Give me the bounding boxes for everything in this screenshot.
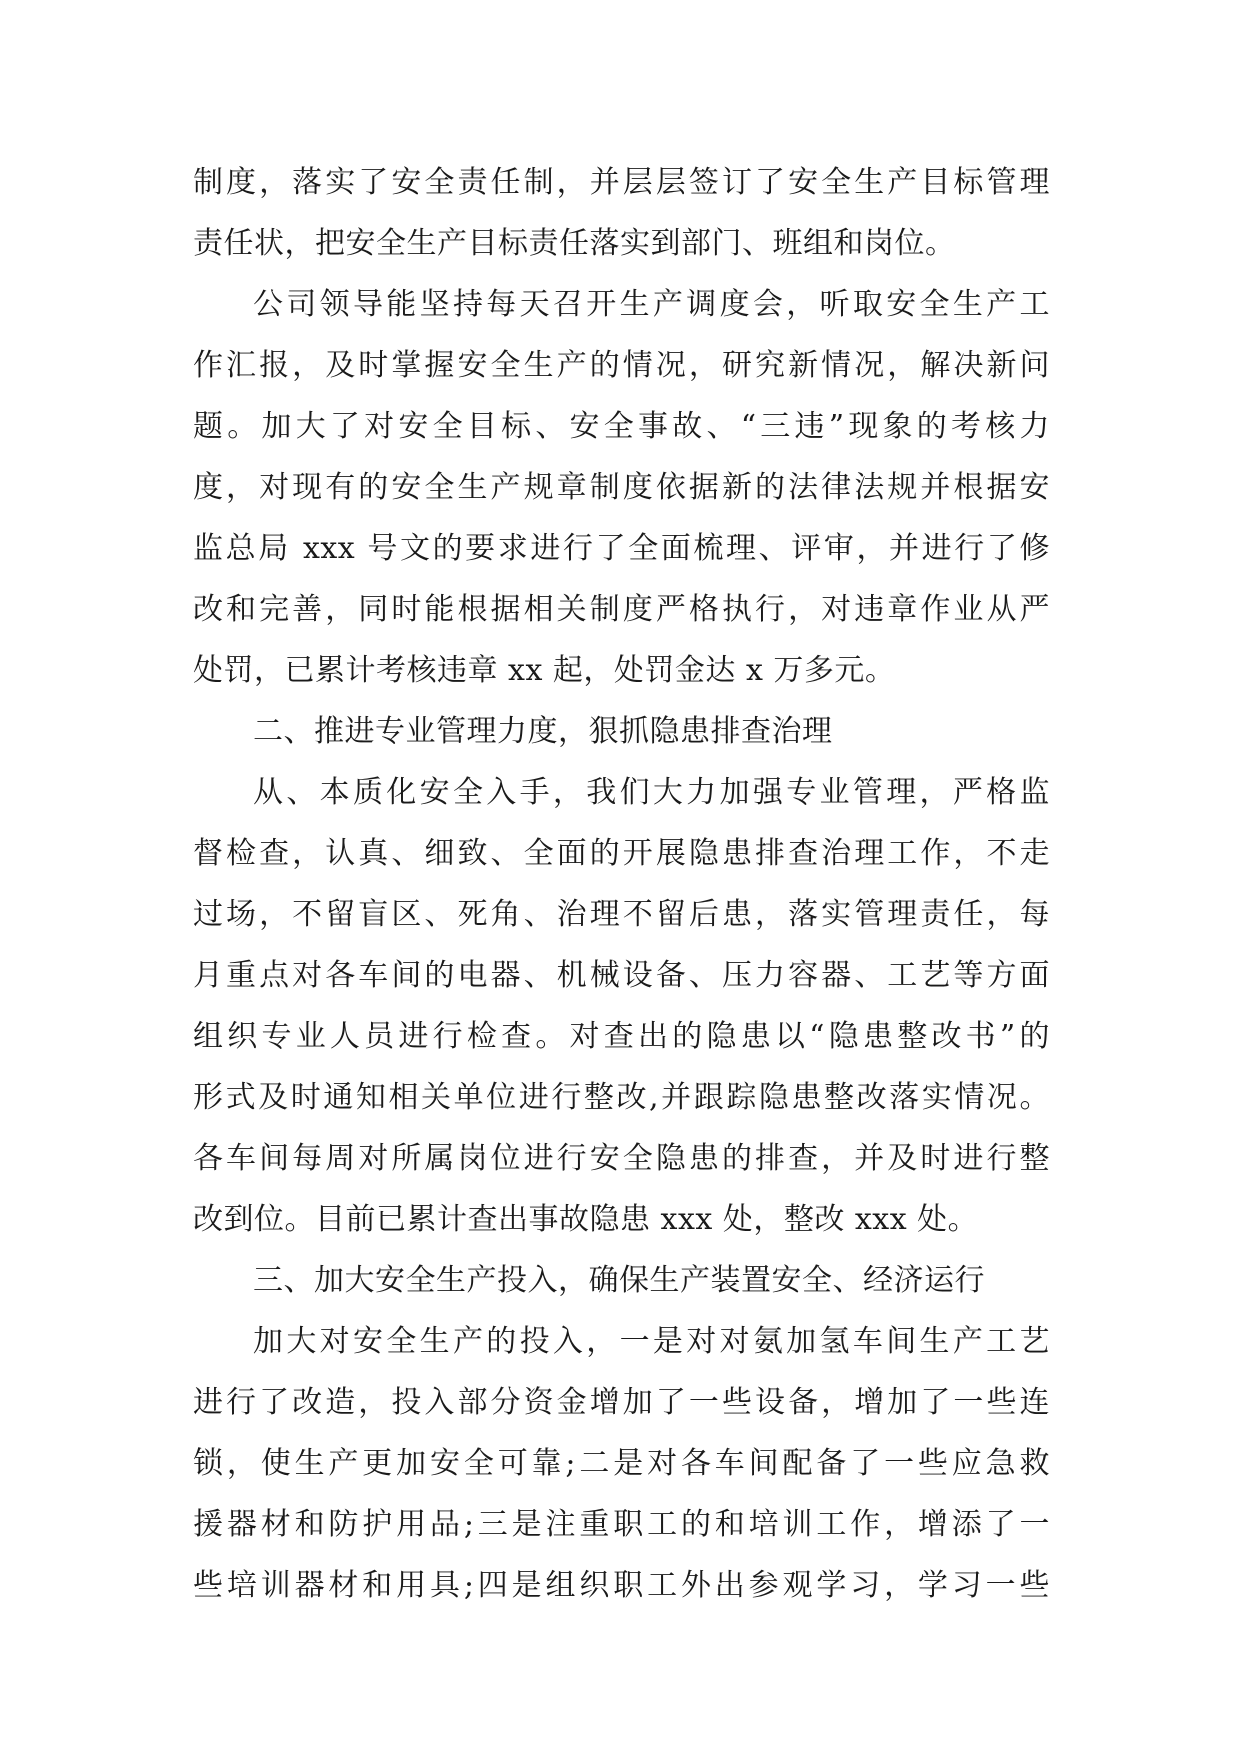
text-line: 制度，落实了安全责任制，并层层签订了安全生产目标管理: [193, 165, 1050, 200]
text-line: 援器材和防护用品;三是注重职工的和培训工作，增添了一: [193, 1507, 1050, 1542]
text-line: 形式及时通知相关单位进行整改,并跟踪隐患整改落实情况。: [193, 1080, 1050, 1115]
text-line: 监总局 xxx 号文的要求进行了全面梳理、评审，并进行了修: [193, 531, 1050, 566]
text-line: 题。加大了对安全目标、安全事故、“三违”现象的考核力: [193, 409, 1050, 444]
text-line: 处罚，已累计考核违章 xx 起，处罚金达 x 万多元。: [193, 653, 896, 688]
paragraph-first-line: 公司领导能坚持每天召开生产调度会，听取安全生产工: [253, 287, 1050, 322]
paragraph-first-line: 从、本质化安全入手，我们大力加强专业管理，严格监: [253, 775, 1050, 810]
body-text: [193, 152, 1050, 1616]
text-line: 些培训器材和用具;四是组织职工外出参观学习，学习一些: [193, 1568, 1050, 1603]
text-line: 责任状，把安全生产目标责任落实到部门、班组和岗位。: [193, 226, 956, 261]
section-heading: 三、加大安全生产投入，确保生产装置安全、经济运行: [253, 1263, 985, 1298]
text-line: 各车间每周对所属岗位进行安全隐患的排查，并及时进行整: [193, 1141, 1050, 1176]
paragraph-first-line: 加大对安全生产的投入，一是对对氨加氢车间生产工艺: [253, 1324, 1050, 1359]
text-line: 督检查，认真、细致、全面的开展隐患排查治理工作，不走: [193, 836, 1050, 871]
text-line: 改到位。目前已累计查出事故隐患 xxx 处，整改 xxx 处。: [193, 1202, 979, 1237]
text-line: 度，对现有的安全生产规章制度依据新的法律法规并根据安: [193, 470, 1050, 505]
text-line: 月重点对各车间的电器、机械设备、压力容器、工艺等方面: [193, 958, 1050, 993]
text-line: 作汇报，及时掌握安全生产的情况，研究新情况，解决新问: [193, 348, 1050, 383]
text-line: 组织专业人员进行检查。对查出的隐患以“隐患整改书”的: [193, 1019, 1050, 1054]
text-line: 进行了改造，投入部分资金增加了一些设备，增加了一些连: [193, 1385, 1050, 1420]
text-line: 过场，不留盲区、死角、治理不留后患，落实管理责任，每: [193, 897, 1050, 932]
text-line: 改和完善，同时能根据相关制度严格执行，对违章作业从严: [193, 592, 1050, 627]
section-heading: 二、推进专业管理力度，狠抓隐患排查治理: [253, 714, 833, 749]
text-line: 锁，使生产更加安全可靠;二是对各车间配备了一些应急救: [193, 1446, 1050, 1481]
